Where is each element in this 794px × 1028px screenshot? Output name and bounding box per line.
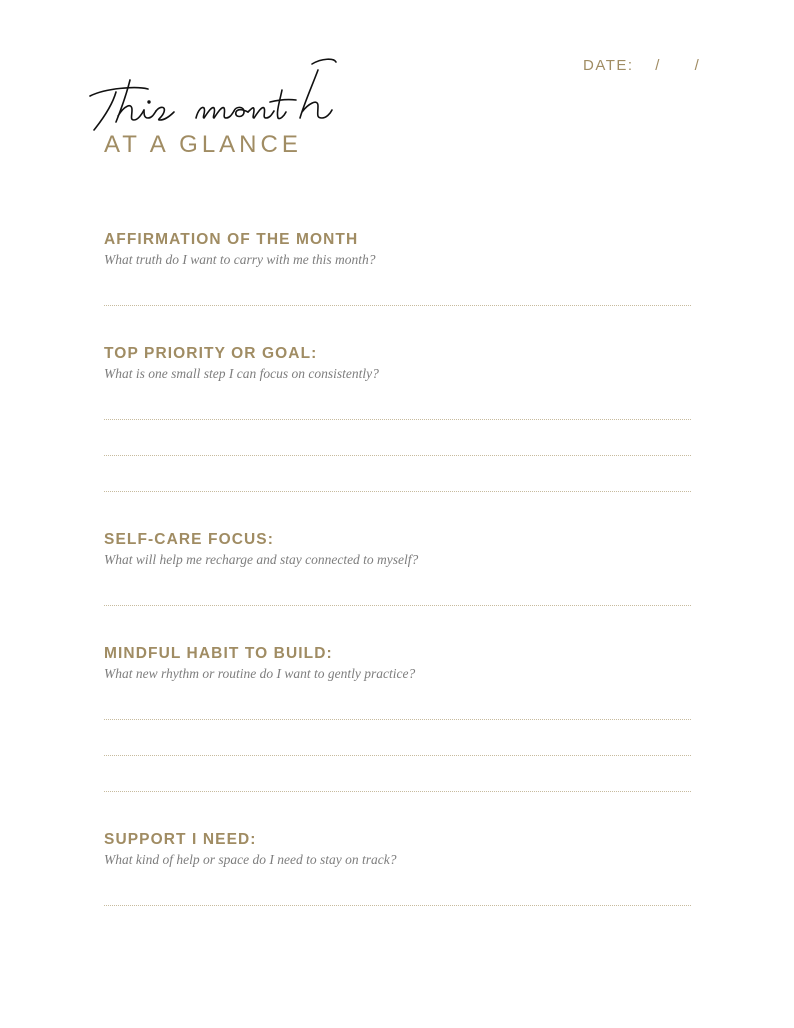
- page-subtitle: AT A GLANCE: [104, 131, 302, 158]
- date-label: DATE:: [583, 57, 634, 74]
- writing-line[interactable]: [104, 719, 691, 720]
- section-prompt: What new rhythm or routine do I want to gently practice?: [104, 666, 416, 681]
- section-prompt: What truth do I want to carry with me this month?: [104, 252, 376, 267]
- writing-line[interactable]: [104, 605, 691, 606]
- writing-line[interactable]: [104, 455, 691, 456]
- section-heading: TOP PRIORITY OR GOAL:: [104, 345, 318, 362]
- section-heading: AFFIRMATION OF THE MONTH: [104, 231, 359, 248]
- section-heading: MINDFUL HABIT TO BUILD:: [104, 645, 333, 662]
- section-prompt: What kind of help or space do I need to stay on track?: [104, 852, 397, 867]
- writing-line[interactable]: [104, 305, 691, 306]
- script-title-graphic: [86, 56, 346, 136]
- section-affirmation: [104, 231, 691, 269]
- section-heading: SELF-CARE FOCUS:: [104, 531, 275, 548]
- writing-line[interactable]: [104, 419, 691, 420]
- script-title: [86, 56, 346, 136]
- date-separator: /: [655, 57, 661, 74]
- writing-line[interactable]: [104, 755, 691, 756]
- writing-line[interactable]: [104, 791, 691, 792]
- date-field[interactable]: [583, 57, 700, 74]
- writing-line[interactable]: [104, 905, 691, 906]
- section-self-care: [104, 531, 691, 569]
- section-heading: SUPPORT I NEED:: [104, 831, 257, 848]
- section-top-priority: [104, 345, 691, 383]
- writing-line[interactable]: [104, 491, 691, 492]
- section-prompt: What is one small step I can focus on consistently?: [104, 366, 379, 381]
- section-mindful-habit: [104, 645, 691, 683]
- section-support: [104, 831, 691, 869]
- date-separator: /: [694, 57, 701, 74]
- section-prompt: What will help me recharge and stay connected to myself?: [104, 552, 419, 567]
